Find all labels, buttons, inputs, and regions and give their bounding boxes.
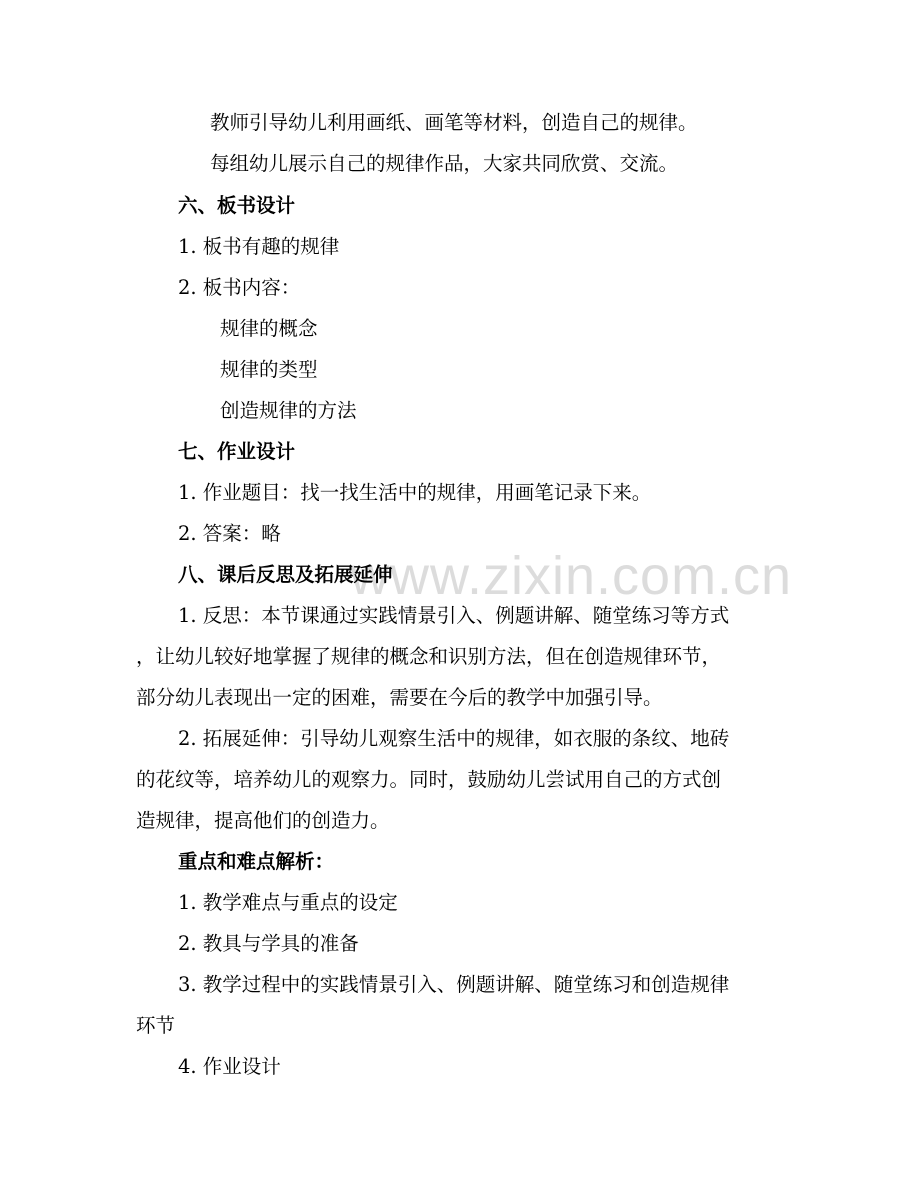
list-item: 1. 板书有趣的规律 [178, 235, 340, 258]
paragraph-line: 造规律，提高他们的创造力。 [136, 809, 390, 832]
key-points-heading: 重点和难点解析： [178, 850, 335, 873]
sub-item: 规律的类型 [220, 358, 318, 381]
sub-item: 规律的概念 [220, 317, 318, 340]
paragraph-line: 每组幼儿展示自己的规律作品，大家共同欣赏、交流。 [210, 152, 679, 175]
list-item: 1. 作业题目：找一找生活中的规律，用画笔记录下来。 [178, 481, 652, 504]
sub-item: 创造规律的方法 [220, 399, 357, 422]
list-item: 2. 教具与学具的准备 [178, 932, 359, 955]
section-heading-8: 八、课后反思及拓展延伸 [178, 563, 393, 586]
paragraph-line: 部分幼儿表现出一定的困难，需要在今后的教学中加强引导。 [136, 686, 663, 709]
paragraph-line: 的花纹等，培养幼儿的观察力。同时，鼓励幼儿尝试用自己的方式创 [136, 768, 722, 791]
watermark: www.zixin.com.cn [350, 546, 793, 606]
section-heading-7: 七、作业设计 [178, 440, 296, 463]
paragraph-line: 2. 拓展延伸：引导幼儿观察生活中的规律，如衣服的条纹、地砖 [178, 727, 730, 750]
paragraph-line: 环节 [136, 1014, 176, 1037]
paragraph-line: 1. 反思：本节课通过实践情景引入、例题讲解、随堂练习等方式 [178, 604, 730, 627]
paragraph-line: 教师引导幼儿利用画纸、画笔等材料，创造自己的规律。 [210, 111, 698, 134]
list-item: 3. 教学过程中的实践情景引入、例题讲解、随堂练习和创造规律 [178, 973, 730, 996]
list-item: 1. 教学难点与重点的设定 [178, 891, 398, 914]
list-item: 4. 作业设计 [178, 1055, 281, 1078]
list-item: 2. 板书内容： [178, 276, 301, 299]
paragraph-line: ，让幼儿较好地掌握了规律的概念和识别方法，但在创造规律环节， [136, 645, 722, 668]
list-item: 2. 答案：略 [178, 522, 281, 545]
section-heading-6: 六、板书设计 [178, 194, 296, 217]
